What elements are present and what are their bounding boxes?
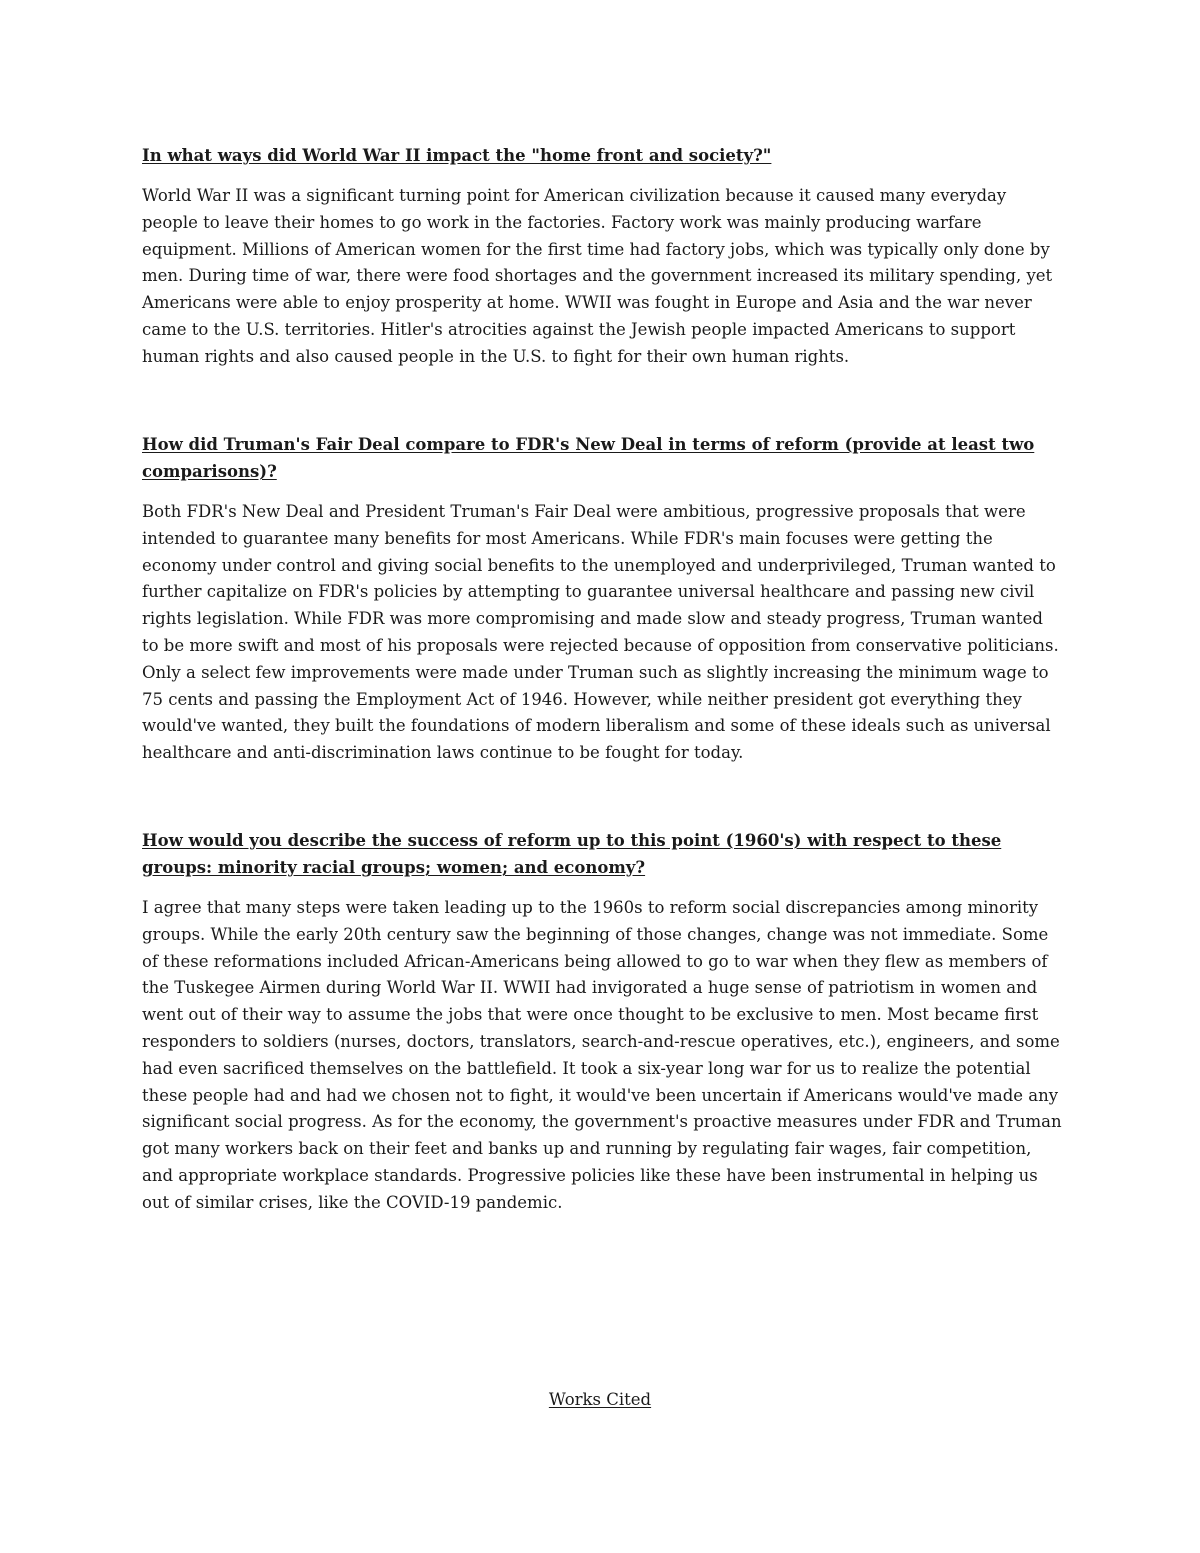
answer-paragraph-1: World War II was a significant turning point for American civilization because it caused many everyday people to leave their homes to go work in the factories. Factory work was mainly producing warfare equipment. Millions of American women for the first time had factory jobs, which was typically only done by men. During time of war, there were food shortages and the government increased its military spending, yet Americans were able to enjoy prosperity at home. WWII was fought in Europe and Asia and the war never came to the U.S. territories. Hitler's atrocities against the Jewish people impacted Americans to support human rights and also caused people in the U.S. to fight for their own human rights. [142, 186, 1053, 366]
works-cited-heading: Works Cited [548, 1390, 652, 1409]
answer-paragraph-3: I agree that many steps were taken leading up to the 1960s to reform social discrepancies among minority groups. While the early 20th century saw the beginning of those changes, change was not immediate. Some of these reformations included African-Americans being allowed to go to war when they flew as members of the Tuskegee Airmen during World War II. WWII had invigorated a huge sense of patriotism in women and went out of their way to assume the jobs that were once thought to be exclusive to men. Most became first responders to soldiers (nurses, doctors, translators, search-and-rescue operatives, etc.), engineers, and some had even sacrificed themselves on the battlefield. It took a six-year long war for us to realize the potential these people had and had we chosen not to fight, it would've been uncertain if Americans would've made any significant social progress. As for the economy, the government's proactive measures under FDR and Truman got many workers back on their feet and banks up and running by regulating fair wages, fair competition, and appropriate workplace standards. Progressive policies like these have been instrumental in helping us out of similar crises, like the COVID-19 pandemic. [142, 898, 1062, 1212]
question-heading-2: How did Truman's Fair Deal compare to FDR's New Deal in terms of reform (provide at least two comparisons)? [142, 435, 1035, 481]
question-heading-1: In what ways did World War II impact the "home front and society?" [142, 146, 772, 165]
question-heading-3: How would you describe the success of reform up to this point (1960's) with respect to these groups: minority racial groups; women; and economy? [142, 831, 1002, 877]
answer-paragraph-2: Both FDR's New Deal and President Truman's Fair Deal were ambitious, progressive proposals that were intended to guarantee many benefits for most Americans. While FDR's main focuses were getting the economy under control and giving social benefits to the unemployed and underprivileged, Truman wanted to further capitalize on FDR's policies by attempting to guarantee universal healthcare and passing new civil rights legislation. While FDR was more compromising and made slow and steady progress, Truman wanted to be more swift and most of his proposals were rejected because of opposition from conservative politicians. Only a select few improvements were made under Truman such as slightly increasing the minimum wage to 75 cents and passing the Employment Act of 1946. However, while neither president got everything they would've wanted, they built the foundations of modern liberalism and some of these ideals such as universal healthcare and anti-discrimination laws continue to be fought for today. [142, 502, 1059, 763]
